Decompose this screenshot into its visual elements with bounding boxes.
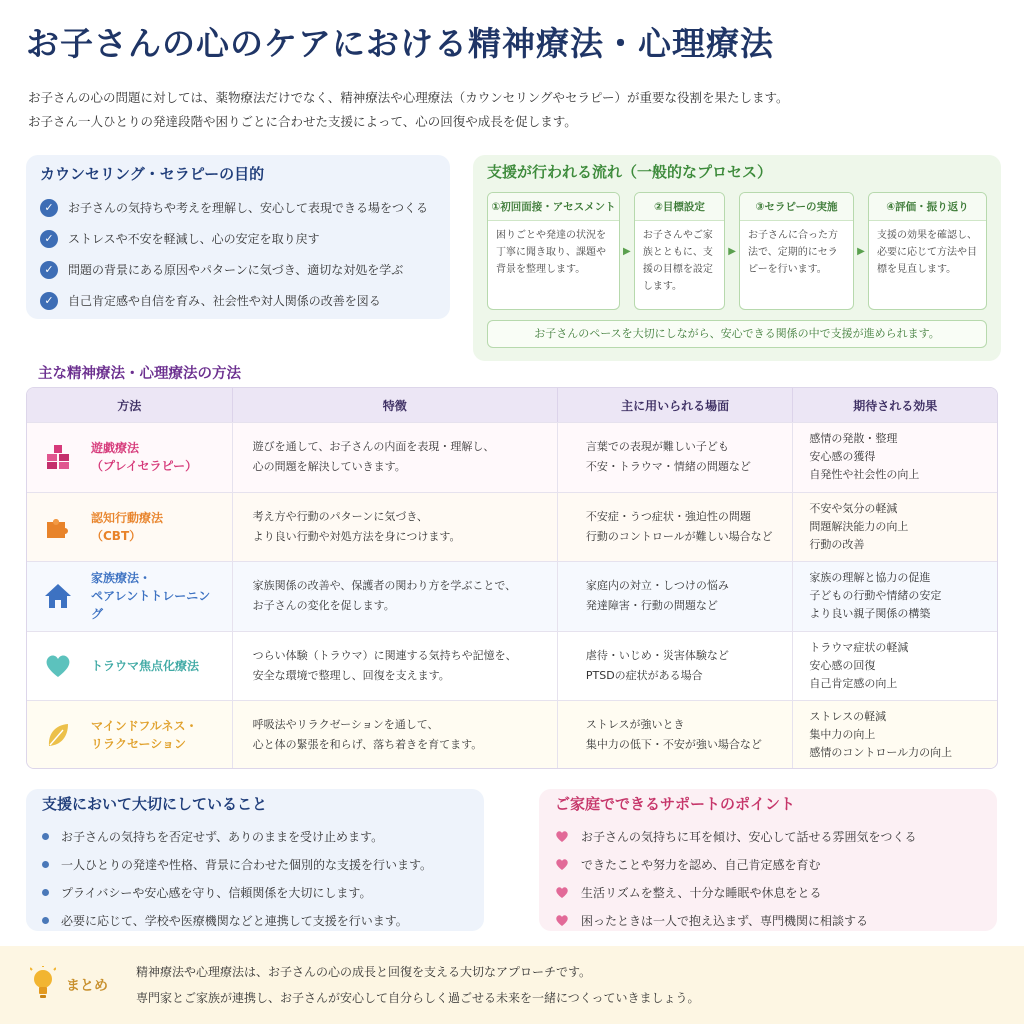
feature-line: より良い行動や対処方法を身につけます。 (252, 529, 461, 543)
leaf-icon (43, 720, 73, 750)
purpose-item-text: ストレスや不安を軽減し、心の安定を取り戻す (68, 232, 320, 246)
home-support-card (539, 789, 997, 931)
method-name (91, 569, 220, 623)
feature-line: 心と体の緊張を和らげ、落ち着きを育てます。 (252, 738, 483, 752)
effect-line: より良い親子関係の構築 (809, 607, 931, 621)
intro-line-2: お子さん一人ひとりの発達段階や困りごとに合わせた支援によって、心の回復や成長を促します。 (28, 114, 577, 129)
purpose-item (40, 254, 436, 285)
arrow-right-icon: ▶ (728, 245, 736, 257)
table-header-cell: 期待される効果 (853, 398, 938, 413)
list-item-text: 困ったときは一人で抱え込まず、専門機関に相談する (581, 913, 869, 928)
intro-text (28, 86, 789, 134)
summary-text (136, 959, 700, 1011)
effect-cell (793, 562, 997, 631)
feature-line: 遊びを通して、お子さんの内面を表現・理解し、 (252, 440, 495, 454)
arrow-right-icon: ▶ (623, 245, 631, 257)
scene-line: 集中力の低下・不安が強い場合など (585, 738, 762, 752)
flow-step-title: ③セラピーの実施 (740, 193, 853, 221)
bullet-icon (42, 917, 49, 924)
list-item-text: 一人ひとりの発達や性格、背景に合わせた個別的な支援を行います。 (61, 857, 433, 872)
method-name-line-2: ペアレントトレーニング (91, 589, 211, 622)
scene-line: 虐待・いじめ・災害体験など (585, 648, 729, 662)
feature-cell (233, 423, 558, 492)
heart-icon (43, 651, 73, 681)
heart-icon (555, 830, 569, 843)
list-item (555, 878, 981, 906)
list-item (555, 822, 981, 850)
method-cell (27, 701, 233, 769)
intro-line-1: お子さんの心の問題に対しては、薬物療法だけでなく、精神療法や心理療法（カウンセリングやセラピー）が重要な役割を果たします。 (28, 90, 789, 105)
method-name-line-2: （CBT） (91, 528, 142, 543)
heart-icon (555, 858, 569, 871)
arrow-right-icon: ▶ (857, 245, 865, 257)
feature-line: 家族関係の改善や、保護者の関わり方を学ぶことで、 (252, 579, 517, 593)
method-cell (27, 632, 233, 701)
effect-line: トラウマ症状の軽減 (809, 640, 909, 654)
puzzle-icon (43, 512, 73, 542)
purpose-item-text: 問題の背景にある原因やパターンに気づき、適切な対処を学ぶ (68, 263, 404, 277)
flow-step-4 (868, 192, 987, 310)
heart-icon (555, 886, 569, 899)
summary-bar (0, 946, 1024, 1024)
list-item (42, 822, 468, 850)
table-row (27, 561, 997, 631)
important-heading: 支援において大切にしていること (42, 795, 268, 813)
method-name (91, 509, 163, 545)
flow-step-text: 困りごとや発達の状況を丁寧に聞き取り、課題や背景を整理します。 (496, 230, 606, 275)
summary-line-2: 専門家とご家族が連携し、お子さんが安心して自分らしく過ごせる未来を一緒につくっていきましょう。 (136, 991, 700, 1005)
bullet-icon (42, 861, 49, 868)
scene-cell (558, 562, 794, 631)
home-support-list (555, 822, 981, 934)
purpose-item (40, 223, 436, 254)
home-support-heading: ご家庭でできるサポートのポイント (555, 795, 796, 813)
method-name-line-1: トラウマ焦点化療法 (91, 658, 200, 673)
flow-step-1 (487, 192, 620, 310)
important-card (26, 789, 484, 931)
effect-line: 子どもの行動や情緒の安定 (809, 589, 942, 603)
scene-line: ストレスが強いとき (585, 718, 685, 732)
scene-line: 不安・トラウマ・情緒の問題など (585, 460, 751, 474)
table-header-cell: 特徴 (233, 388, 558, 422)
list-item (42, 850, 468, 878)
list-item (555, 850, 981, 878)
flow-step-title: ①初回面接・アセスメント (488, 193, 619, 221)
effect-cell (793, 632, 997, 701)
effect-cell (793, 423, 997, 492)
purpose-item (40, 285, 436, 316)
check-icon: ✓ (40, 261, 58, 279)
effect-line: 問題解決能力の向上 (809, 519, 909, 533)
effect-line: 感情のコントロール力の向上 (809, 746, 953, 760)
feature-line: 考え方や行動のパターンに気づき、 (252, 509, 428, 523)
feature-cell (233, 701, 558, 769)
effect-line: 集中力の向上 (809, 728, 876, 742)
purpose-item-text: 自己肯定感や自信を育み、社会性や対人関係の改善を図る (68, 294, 381, 308)
purpose-heading: カウンセリング・セラピーの目的 (40, 165, 265, 183)
effect-line: 自己肯定感の向上 (809, 676, 898, 690)
table-row (27, 422, 997, 492)
scene-line: 行動のコントロールが難しい場合など (585, 529, 773, 543)
flow-step-3 (739, 192, 854, 310)
page-title: お子さんの心のケアにおける精神療法・心理療法 (26, 24, 774, 63)
flow-heading: 支援が行われる流れ（一般的なプロセス） (487, 163, 773, 181)
scene-line: 発達障害・行動の問題など (585, 599, 718, 613)
list-item-text: プライバシーや安心感を守り、信頼関係を大切にします。 (61, 885, 372, 900)
scene-cell (558, 701, 794, 769)
method-cell (27, 562, 233, 631)
flow-step-text: お子さんやご家族とともに、支援の目標を設定します。 (642, 230, 713, 292)
lightbulb-icon (30, 966, 56, 1004)
table-header-row (27, 388, 997, 422)
flow-step-title: ④評価・振り返り (869, 193, 986, 221)
effect-line: 行動の改善 (809, 537, 865, 551)
flow-step-title: ②目標設定 (635, 193, 724, 221)
effect-line: 不安や気分の軽減 (809, 501, 898, 515)
method-cell (27, 423, 233, 492)
list-item (42, 906, 468, 934)
feature-cell (233, 562, 558, 631)
flow-note: お子さんのペースを大切にしながら、安心できる関係の中で支援が進められます。 (487, 320, 987, 348)
check-icon: ✓ (40, 199, 58, 217)
method-name (91, 657, 199, 675)
summary-line-1: 精神療法や心理療法は、お子さんの心の成長と回復を支える大切なアプローチです。 (136, 965, 592, 979)
table-row (27, 631, 997, 701)
method-name (91, 439, 197, 475)
feature-line: 安全な環境で整理し、回復を支えます。 (252, 668, 450, 682)
scene-line: 不安症・うつ症状・強迫性の問題 (585, 509, 751, 523)
effect-cell (793, 701, 997, 769)
summary-label: まとめ (66, 978, 108, 994)
house-icon (43, 581, 73, 611)
methods-table (26, 387, 998, 769)
scene-line: 家庭内の対立・しつけの悩み (585, 579, 729, 593)
flow-card (473, 155, 1001, 361)
table-row (27, 700, 997, 769)
purpose-card (26, 155, 450, 319)
scene-cell (558, 493, 794, 562)
check-icon: ✓ (40, 230, 58, 248)
purpose-item-text: お子さんの気持ちや考えを理解し、安心して表現できる場をつくる (68, 201, 429, 215)
scene-line: PTSDの症状がある場合 (585, 668, 703, 682)
list-item-text: できたことや努力を認め、自己肯定感を育む (581, 857, 821, 872)
effect-line: ストレスの軽減 (809, 710, 887, 724)
effect-line: 安心感の獲得 (809, 450, 876, 464)
flow-steps (487, 192, 987, 310)
scene-cell (558, 423, 794, 492)
feature-line: 心の問題を解決していきます。 (252, 460, 406, 474)
method-name-line-2: リラクセーション (91, 737, 187, 752)
method-name-line-2: （プレイセラピー） (91, 459, 198, 474)
effect-line: 感情の発散・整理 (809, 432, 898, 446)
effect-line: 安心感の回復 (809, 658, 876, 672)
method-name-line-1: 認知行動療法 (91, 510, 164, 525)
effect-cell (793, 493, 997, 562)
important-list (42, 822, 468, 934)
method-name (91, 717, 198, 753)
bullet-icon (42, 833, 49, 840)
list-item (555, 906, 981, 934)
check-icon: ✓ (40, 292, 58, 310)
feature-line: お子さんの変化を促します。 (252, 599, 395, 613)
purpose-list (40, 192, 436, 316)
flow-step-text: お子さんに合った方法で、定期的にセラピーを行います。 (748, 230, 838, 275)
heart-icon (555, 914, 569, 927)
feature-cell (233, 632, 558, 701)
feature-line: 呼吸法やリラクゼーションを通して、 (252, 718, 439, 732)
method-cell (27, 493, 233, 562)
effect-line: 自発性や社会性の向上 (809, 468, 920, 482)
purpose-item (40, 192, 436, 223)
list-item-text: お子さんの気持ちに耳を傾け、安心して話せる雰囲気をつくる (581, 829, 917, 844)
flow-step-2 (634, 192, 725, 310)
table-header-cell: 方法 (27, 388, 233, 422)
method-name-line-1: マインドフルネス・ (91, 719, 198, 734)
method-name-line-1: 遊戯療法 (91, 441, 140, 456)
feature-cell (233, 493, 558, 562)
flow-step-text: 支援の効果を確認し、必要に応じて方法や目標を見直します。 (876, 230, 977, 275)
list-item-text: お子さんの気持ちを否定せず、ありのままを受け止めます。 (61, 829, 384, 844)
table-row (27, 492, 997, 562)
effect-line: 家族の理解と協力の促進 (809, 571, 931, 585)
scene-line: 言葉での表現が難しい子ども (585, 440, 729, 454)
blocks-icon (43, 442, 73, 472)
bullet-icon (42, 889, 49, 896)
methods-heading: 主な精神療法・心理療法の方法 (38, 366, 241, 382)
scene-cell (558, 632, 794, 701)
list-item-text: 生活リズムを整え、十分な睡眠や休息をとる (581, 885, 822, 900)
list-item (42, 878, 468, 906)
feature-line: つらい体験（トラウマ）に関連する気持ちや記憶を、 (252, 648, 517, 662)
method-name-line-1: 家族療法・ (91, 571, 152, 586)
list-item-text: 必要に応じて、学校や医療機関などと連携して支援を行います。 (61, 913, 408, 928)
table-header-cell: 主に用いられる場面 (558, 388, 794, 422)
